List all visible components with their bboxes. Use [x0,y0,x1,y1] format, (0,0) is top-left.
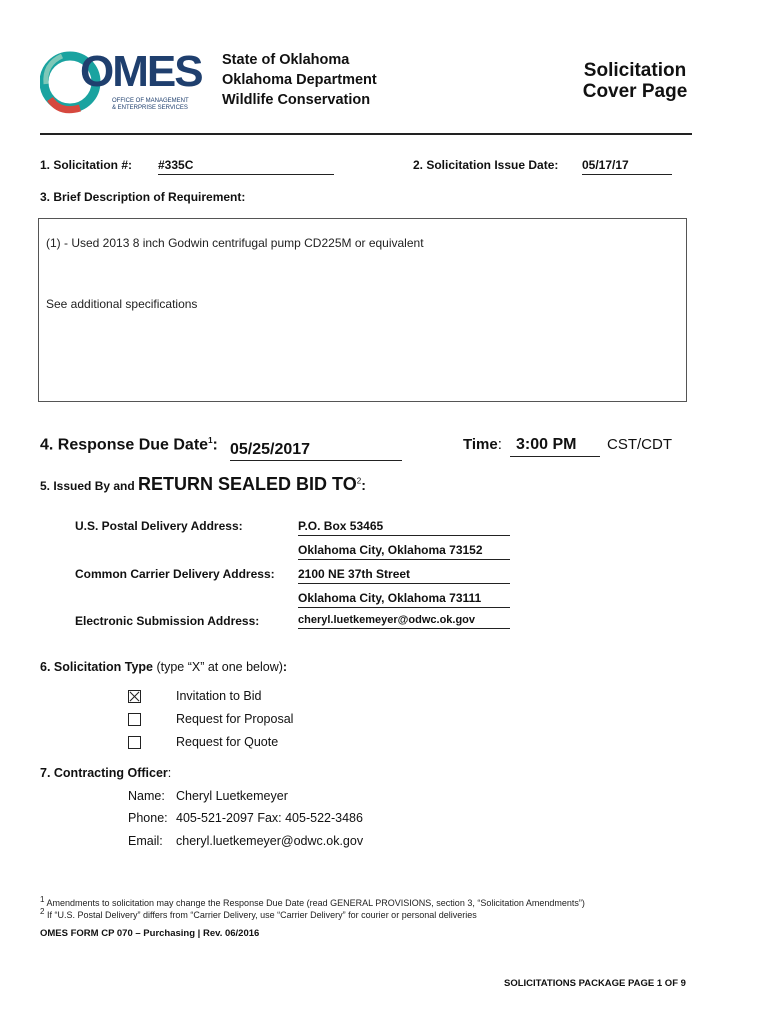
officer-name-label: Name: [128,789,165,803]
checkbox-request-for-quote[interactable] [128,736,141,749]
solicitation-type-hint: (type “X” at one below) [152,660,283,674]
footnote-2-number: 2 [40,907,45,916]
postal-address-line-1[interactable]: P.O. Box 53465 [298,519,510,536]
footnote-1-text: Amendments to solicitation may change the Response Due Date (read GENERAL PROVISIONS, section 3, “Solicitation Amendments”) [44,898,585,908]
contracting-officer-colon: : [167,766,172,780]
footnote-ref-2: 2 [356,476,362,486]
description-line-1: (1) - Used 2013 8 inch Godwin centrifugal pump CD225M or equivalent [46,236,424,250]
omes-logo [40,44,210,124]
return-bid-prefix: 5. Issued By and [40,479,139,493]
officer-phone-label: Phone: [128,811,168,825]
footnote-1-number: 1 [40,895,45,904]
description-box[interactable] [38,218,687,402]
page-title-line1: Solicitation [583,60,687,81]
footnote-2-text: If “U.S. Postal Delivery” differs from “Carrier Delivery, use “Carrier Delivery” for courier or personal deliveries [44,910,477,920]
electronic-address-field[interactable]: cheryl.luetkemeyer@odwc.ok.gov [298,614,510,629]
solicitation-type-text: 6. Solicitation Type [40,660,153,674]
postal-address-label: U.S. Postal Delivery Address: [75,519,243,533]
time-label-text: Time [463,436,498,453]
solicitation-type-colon: : [282,660,288,674]
return-bid-heading [40,474,366,495]
time-field[interactable]: 3:00 PM [510,436,600,457]
logo-subtitle-line1: OFFICE OF MANAGEMENT [112,98,189,104]
checkbox-request-for-proposal[interactable] [128,713,141,726]
solicitation-type-label [40,660,287,674]
carrier-address-label: Common Carrier Delivery Address: [75,567,275,581]
issue-date-label: 2. Solicitation Issue Date: [413,158,559,172]
return-bid-colon: : [361,477,366,493]
option-invitation-to-bid: Invitation to Bid [176,689,262,703]
option-request-for-proposal: Request for Proposal [176,712,294,726]
header-department: Oklahoma Department [222,72,377,88]
header-divider [40,133,692,135]
response-due-date-text: 4. Response Due Date [40,436,209,454]
header-state: State of Oklahoma [222,52,350,68]
officer-email[interactable]: cheryl.luetkemeyer@odwc.ok.gov [176,834,364,848]
agency-header [222,50,377,110]
logo-subtitle [112,98,189,112]
solicitation-number-label: 1. Solicitation #: [40,158,133,172]
response-due-date-colon: : [212,436,218,454]
contracting-officer-text: 7. Contracting Officer [40,766,168,780]
time-zone: CST/CDT [607,436,672,453]
header-division: Wildlife Conservation [222,92,371,108]
carrier-address-line-2[interactable]: Oklahoma City, Oklahoma 73111 [298,591,510,608]
checkbox-invitation-to-bid[interactable] [128,690,141,703]
footnote-2 [40,907,477,920]
footnote-ref-1: 1 [208,436,213,445]
electronic-address-label: Electronic Submission Address: [75,614,260,628]
contracting-officer-label [40,766,171,780]
logo-wordmark: OMES [80,47,202,96]
officer-phone: 405-521-2097 Fax: 405-522-3486 [176,811,363,825]
response-due-date-label [40,436,218,454]
description-line-2: See additional specifications [46,297,198,311]
officer-email-label: Email: [128,834,163,848]
return-bid-big: RETURN SEALED BID TO [138,474,357,494]
carrier-address-line-1[interactable]: 2100 NE 37th Street [298,567,510,584]
time-label-colon: : [497,436,502,453]
page-title [560,60,710,102]
form-id: OMES FORM CP 070 – Purchasing | Rev. 06/2016 [40,928,260,939]
response-due-date-field[interactable]: 05/25/2017 [230,441,402,461]
page-number: SOLICITATIONS PACKAGE PAGE 1 OF 9 [504,978,686,989]
officer-name: Cheryl Luetkemeyer [176,789,288,803]
solicitation-number-field[interactable]: #335C [158,158,334,175]
option-request-for-quote: Request for Quote [176,735,279,749]
logo-subtitle-line2: & ENTERPRISE SERVICES [112,105,188,111]
issue-date-field[interactable]: 05/17/17 [582,158,672,175]
description-label: 3. Brief Description of Requirement: [40,190,246,204]
time-label [463,436,502,453]
postal-address-line-2[interactable]: Oklahoma City, Oklahoma 73152 [298,543,510,560]
page-title-line2: Cover Page [582,81,688,102]
